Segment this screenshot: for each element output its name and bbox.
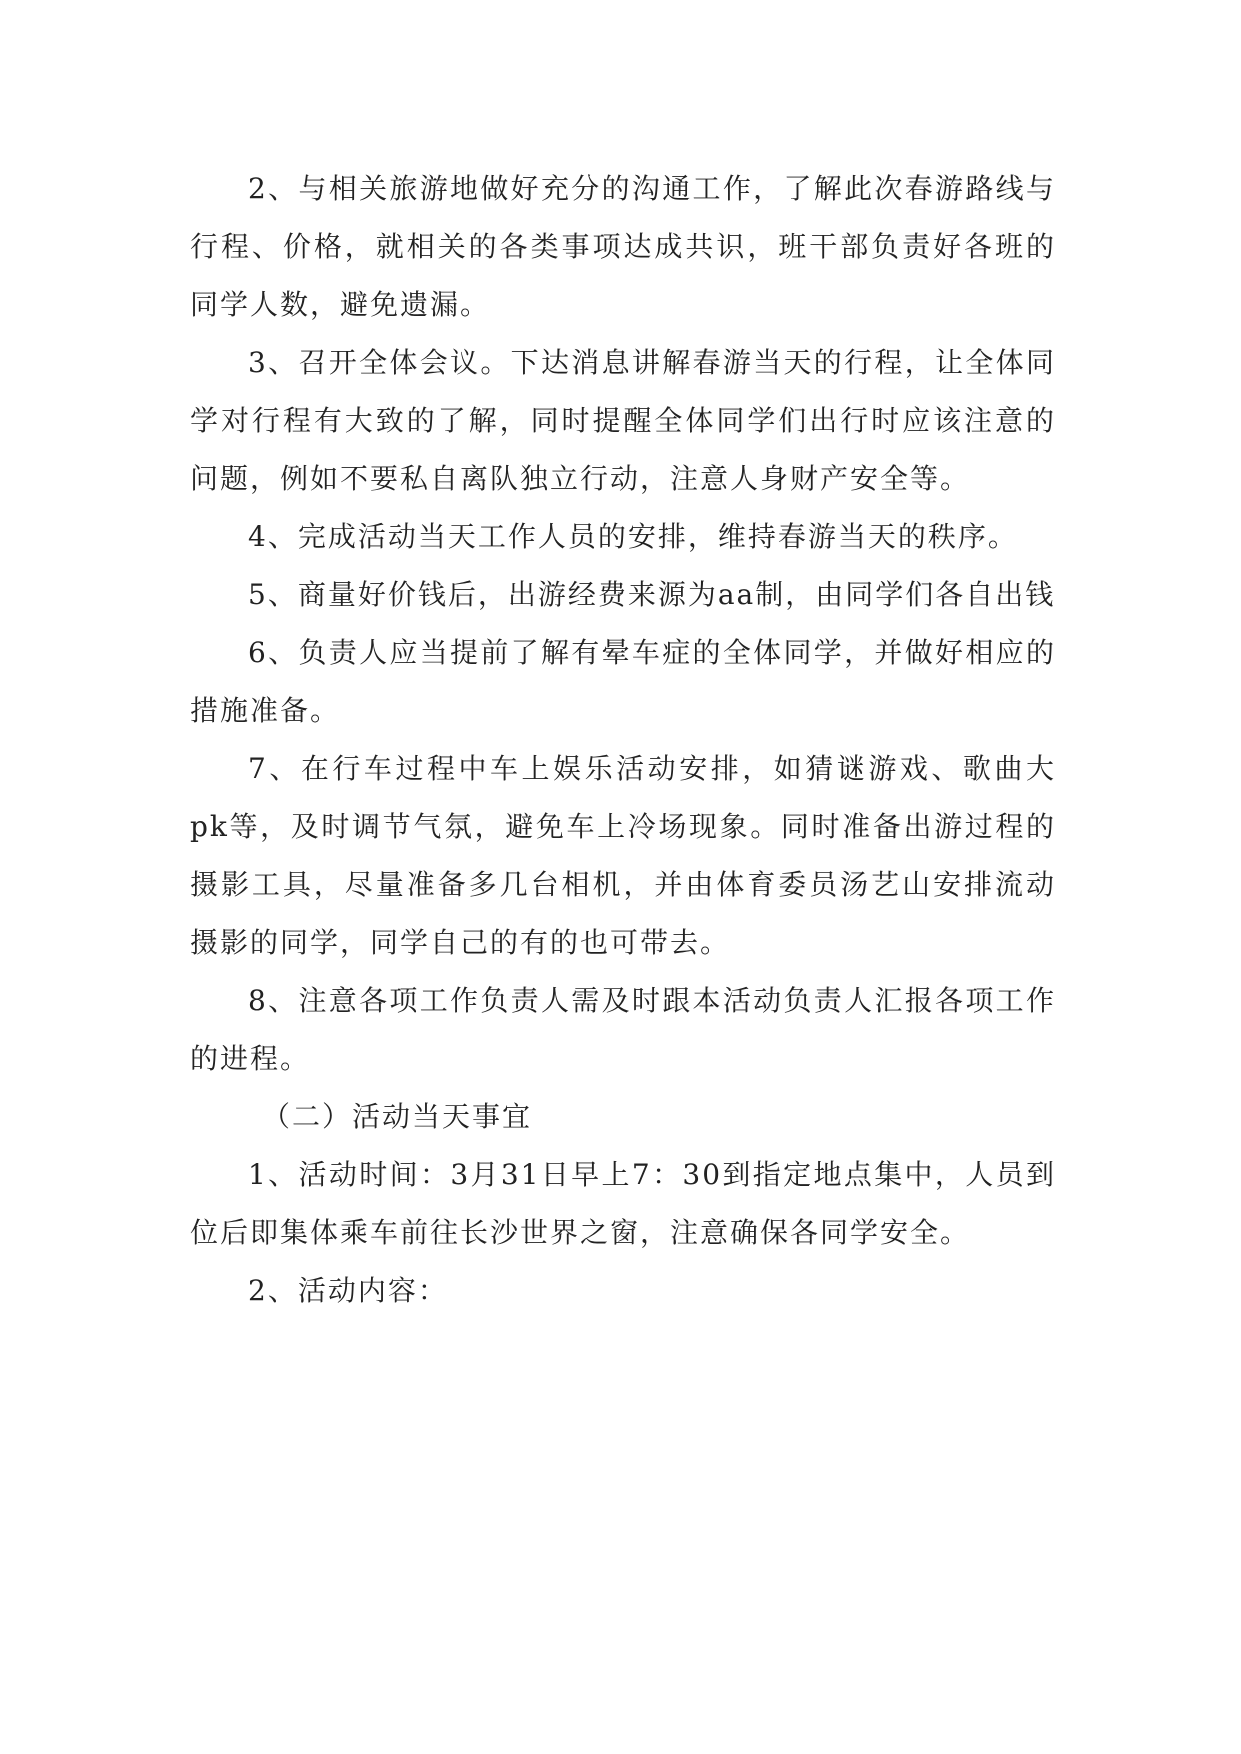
- paragraph-item-7: 7、在行车过程中车上娱乐活动安排，如猜谜游戏、歌曲大pk等，及时调节气氛，避免车上冷场现象。同时准备出游过程的摄影工具，尽量准备多几台相机，并由体育委员汤艺山安排流动摄影的同学，同学自己的有的也可带去。: [190, 752, 1056, 959]
- paragraph-item-8: 8、注意各项工作负责人需及时跟本活动负责人汇报各项工作的进程。: [190, 984, 1056, 1075]
- paragraph-activity-content: 2、活动内容：: [248, 1274, 448, 1307]
- paragraph-item-5: 5、商量好价钱后，出游经费来源为aa制，由同学们各自出钱: [248, 578, 1056, 611]
- paragraph-item-6: 6、负责人应当提前了解有晕车症的全体同学，并做好相应的措施准备。: [190, 636, 1056, 727]
- paragraph-item-4: 4、完成活动当天工作人员的安排，维持春游当天的秩序。: [248, 520, 1018, 553]
- paragraph-item-2: 2、与相关旅游地做好充分的沟通工作，了解此次春游路线与行程、价格，就相关的各类事项达成共识，班干部负责好各班的同学人数，避免遗漏。: [190, 172, 1056, 321]
- paragraph-item-3: 3、召开全体会议。下达消息讲解春游当天的行程，让全体同学对行程有大致的了解，同时提醒全体同学们出行时应该注意的问题，例如不要私自离队独立行动，注意人身财产安全等。: [190, 346, 1056, 495]
- paragraph-activity-time: 1、活动时间：3月31日早上7：30到指定地点集中，人员到位后即集体乘车前往长沙世界之窗，注意确保各同学安全。: [190, 1158, 1056, 1249]
- section-heading: （二）活动当天事宜: [262, 1100, 533, 1133]
- document-body: [190, 160, 1056, 1320]
